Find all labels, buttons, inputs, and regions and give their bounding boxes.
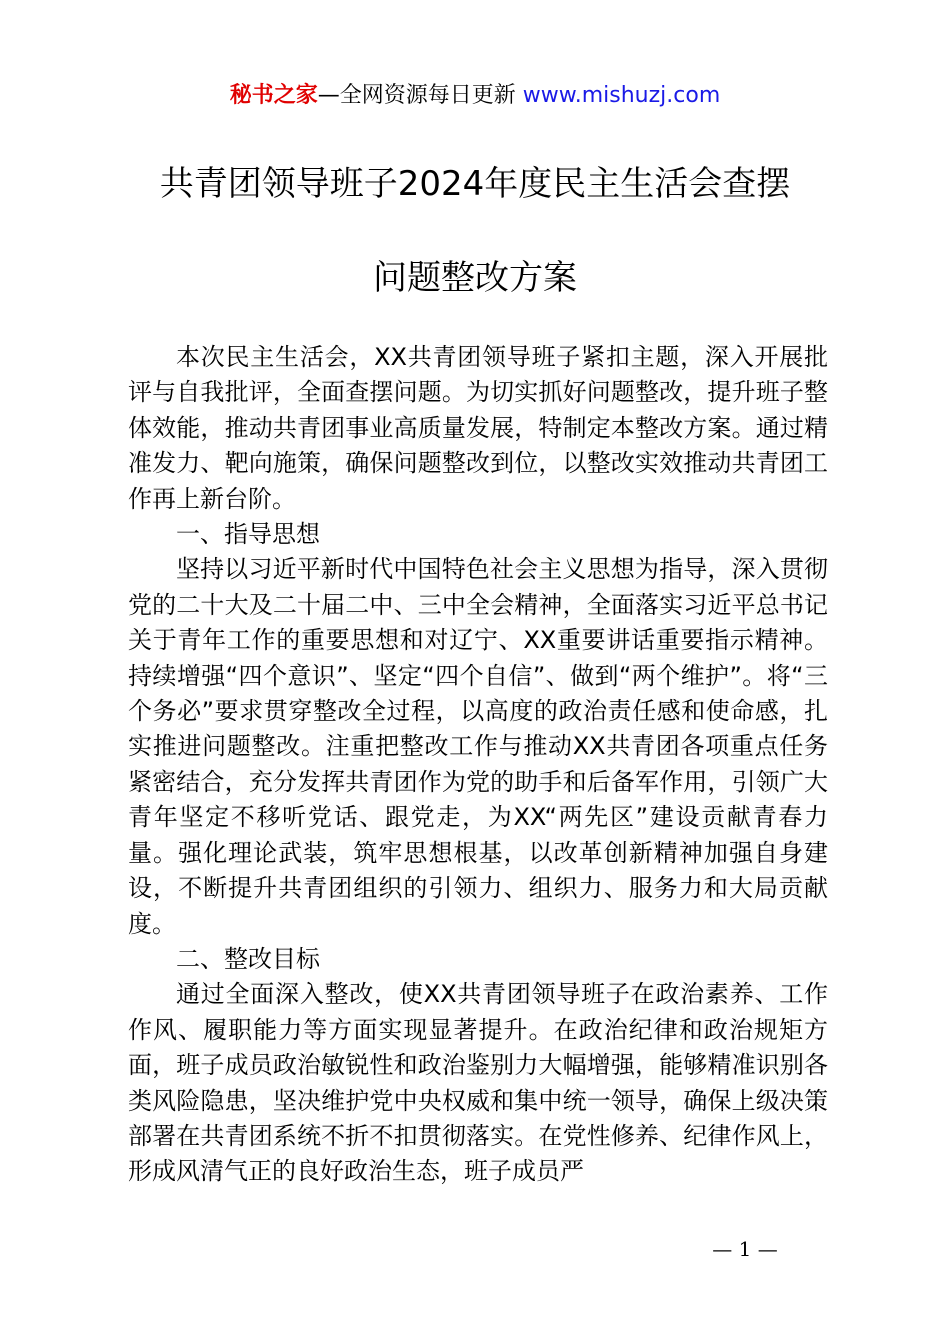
site-brand: 秘书之家 xyxy=(229,83,318,108)
guiding-ideology-paragraph: 坚持以习近平新时代中国特色社会主义思想为指导，深入贯彻党的二十大及二十届二中、三中全会精神，全面落实习近平总书记关于青年工作的重要思想和对辽宁、XX重要讲话重要指示精神。持续增强“四个意识”、坚定“四个自信”、做到“两个维护”。将“三个务必”要求贯穿整改全过程，以高度的政治责任感和使命感，扎实推进问题整改。注重把整改工作与推动XX共青团各项重点任务紧密结合，充分发挥共青团作为党的助手和后备军作用，引领广大青年坚定不移听党话、跟党走，为XX“两先区”建设贡献青春力量。强化理论武装，筑牢思想根基，以改革创新精神加强自身建设，不断提升共青团组织的引领力、组织力、服务力和大局贡献度。 xyxy=(128,555,828,938)
site-tagline: —全网资源每日更新 xyxy=(317,83,523,108)
document-title-line-1: 共青团领导班子2024年度民主生活会查摆 xyxy=(159,164,791,204)
page-number: — 1 — xyxy=(712,1237,778,1261)
document-body xyxy=(128,340,828,1190)
section-heading-rectification-goals: 二、整改目标 xyxy=(176,944,320,973)
site-header xyxy=(0,80,950,112)
rectification-goals-paragraph: 通过全面深入整改，使XX共青团领导班子在政治素养、工作作风、履职能力等方面实现显著提升。在政治纪律和政治规矩方面，班子成员政治敏锐性和政治鉴别力大幅增强，能够精准识别各类风险隐患，坚决维护党中央权威和集中统一领导，确保上级决策部署在共青团系统不折不扣贯彻落实。在党性修养、纪律作风上，形成风清气正的良好政治生态，班子成员严 xyxy=(128,980,828,1186)
site-url-link[interactable]: www.mishuzj.com xyxy=(522,83,721,108)
section-heading-guiding-ideology: 一、指导思想 xyxy=(176,520,320,549)
document-title-line-2: 问题整改方案 xyxy=(373,258,577,298)
intro-paragraph: 本次民主生活会，XX共青团领导班子紧扣主题，深入开展批评与自我批评，全面查摆问题。为切实抓好问题整改，提升班子整体效能，推动共青团事业高质量发展，特制定本整改方案。通过精准发力、靶向施策，确保问题整改到位，以整改实效推动共青团工作再上新台阶。 xyxy=(128,343,828,513)
